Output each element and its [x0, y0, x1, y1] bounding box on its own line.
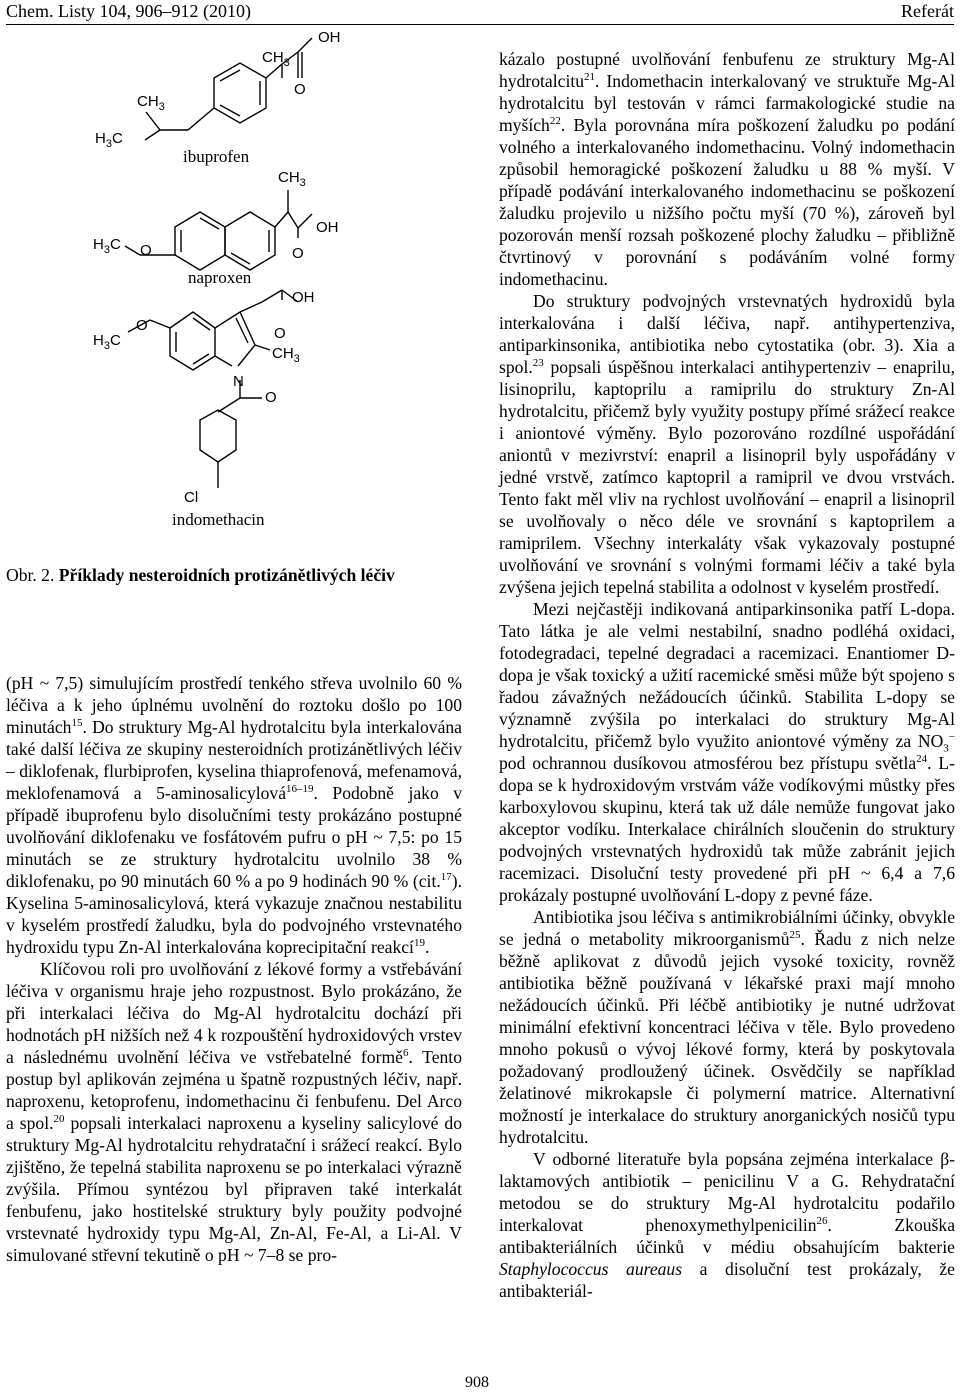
paragraph: Klíčovou roli pro uvolňování z lékové formy a vstřebávání léčiva v organismu hraje jeho rozpustnost. Bylo prokázáno, že při interkalaci léčiva do Mg-Al hydrotalcitu dochází při hodnotách pH nižších než 4 k rozpouštění hydroxidových vrstev a následnému uvolnění léčiva ve vstřebatelné formě$^6$. Tento postup byl aplikován zejména u špatně rozpustných léčiv, např. naproxenu, ketoprofenu, indomethacinu či fenbufenu. Del Arco a spol.$^{20}$ popsali interkalaci naproxenu a kyseliny salicylové do struktury Mg-Al hydrotalcitu rehydratační i srážecí reakcí. Bylo zjištěno, že tepelná stabilita naproxenu se po interkalaci výrazně zvýšila. Přímou syntézou byl připraven také interkalát fenbufenu, jako hostitelské struktury byly použity podvojné vrstevnaté hydroxidy typu Mg-Al, Zn-Al, Fe-Al, a Li-Al. V simulované střevní tekutině o pH ~ 7–8 se pro-	[6, 959, 462, 1265]
bond	[262, 290, 282, 302]
oh-label: OH	[292, 289, 315, 306]
ibuprofen-label: ibuprofen	[183, 147, 250, 166]
bond	[125, 246, 140, 255]
running-header	[6, 0, 954, 25]
naproxen-label: naproxen	[188, 268, 252, 287]
paragraph: Antibiotika jsou léčiva s antimikrobiálními účinky, obvykle se jedná o metabolity mikroorganismů$^{25}$. Řadu z nich nelze běžně aplikovat z důvodů jejich vysoké toxicity, rovněž antibiotika běžně používaná v lékařské praxi mají mnoho nežádoucích účinků. Při léčbě antibiotiky je nutné udržovat minimální efektivní koncentraci léčiva v těle. Bylo provedeno mnoho pokusů o vývoj lékové formy, která by poskytovala požadovaný prodloužený účinek. Osvědčily se například želatinové mikrokapsle či polymerní matrice. Alternativní možností je interkalace do struktury anorganických nosičů typu hydrotalcitu.	[499, 907, 955, 1147]
o-label: O	[294, 81, 306, 98]
bond	[266, 64, 282, 78]
h3c-label: $H_3C$	[93, 332, 121, 352]
ring-double-bond	[220, 70, 240, 81]
citation: 15	[71, 717, 83, 730]
bond	[298, 38, 312, 52]
citation: 21	[584, 71, 596, 84]
o-label: O	[274, 325, 286, 342]
citation: 17	[440, 871, 452, 884]
bond	[215, 356, 232, 366]
indomethacin-label: indomethacin	[172, 510, 265, 529]
o-label: O	[292, 245, 304, 262]
n-label: N	[233, 373, 244, 390]
bond	[188, 108, 214, 130]
citation: 25	[789, 929, 801, 942]
h3c-label: $H_3C$	[95, 130, 123, 150]
ch3-label: $CH_3$	[278, 169, 306, 189]
o-label: O	[140, 242, 152, 259]
bond	[275, 212, 288, 227]
cl-label: Cl	[184, 489, 199, 506]
bond	[240, 312, 255, 345]
bond	[218, 398, 240, 412]
citation: 24	[916, 753, 928, 766]
subscript: 3	[943, 742, 949, 755]
bond	[146, 112, 160, 130]
oh-label: OH	[318, 30, 341, 46]
figure-caption	[6, 565, 395, 586]
oh-label: OH	[316, 219, 339, 236]
citation: 19	[413, 937, 425, 950]
chlorobenzene-ring	[200, 410, 236, 462]
o-label: O	[136, 317, 148, 334]
naproxen-structure	[125, 190, 312, 270]
citation: 26	[816, 1215, 828, 1228]
citation: 20	[53, 1113, 65, 1126]
ch3-label: $CH_3$	[137, 93, 165, 113]
bond	[288, 212, 298, 228]
naproxen-atom-labels	[93, 169, 339, 287]
citation: 22	[549, 115, 561, 128]
citation: 16–19	[286, 783, 314, 796]
caption-prefix: Obr. 2.	[6, 565, 55, 585]
ch3-label: $CH_3$	[262, 49, 290, 69]
ring-double-bond	[193, 318, 210, 330]
ring-double-bond	[220, 105, 240, 116]
naproxen-ring-left	[175, 212, 225, 270]
right-column	[499, 48, 955, 1302]
naproxen-ring-right	[225, 212, 275, 270]
ring-double-bond	[193, 354, 209, 364]
bond	[298, 214, 312, 228]
indole-benzene-ring	[170, 312, 215, 370]
ether-bond	[150, 320, 170, 328]
ring-double-bond	[231, 253, 250, 264]
paragraph: V odborné literatuře byla popsána zejména interkalace β-laktamových antibiotik – penicilinu V a G. Rehydratační metodou se do struktury Mg-Al hydrotalcitu podařilo interkalovat phenoxymethylpenicilin$^{26}$. Zkouška antibakteriálních účinků v médiu obsahujícím bakterie Staphylococcus aureaus a disoluční test prokázaly, že antibakteriál-	[499, 1149, 955, 1301]
ibuprofen-atom-labels	[95, 30, 341, 166]
o-label: O	[265, 389, 277, 406]
superscript: −	[948, 731, 955, 744]
citation: 23	[532, 357, 544, 370]
h3c-label: $H_3C$	[93, 236, 121, 256]
paragraph: (pH ~ 7,5) simulujícím prostředí tenkého střeva uvolnilo 60 % léčiva a k jeho úplnému uvolnění do roztoku došlo po 100 minutách$^{15}$. Do struktury Mg-Al hydrotalcitu byla interkalována také další léčiva ze skupiny nesteroidních protizánětlivých léčiv – diklofenak, flurbiprofen, kyselina thiaprofenová, mefenamová, meklofenamová a 5-aminosalicylová$^{16-19}$. Podobně jako v případě ibuprofenu bylo disolučními testy prokázáno postupné uvolňování diklofenaku ve fosfátovém pufru o pH ~ 7,5: po 15 minutách se ze struktury hydrotalcitu uvolnilo 38 % diklofenaku, po 90 minutách 60 % a po 9 hodinách 90 % (cit.$^{17}$). Kyselina 5-aminosalicylová, která vykazuje značnou nestabilitu v kyselém prostředí žaludku, byla do podvojného vrstevnatého hydroxidu typu Zn-Al interkalována koprecipitační reakcí$^{19}$.	[6, 673, 463, 957]
double-bond	[236, 318, 248, 343]
paragraph: Mezi nejčastěji indikovaná antiparkinsonika patří L-dopa. Tato látka je ale velmi nestabilní, snadno podléhá oxidaci, fotodegradaci, tepelné degradaci a racemizaci. Enantiomer D-dopa je však toxický a užití racemické směsi může být spojeno s řadou závažných nežádoucích účinků. Stabilita L-dopy se významně zvýšila po interkalaci do struktury Mg-Al hydrotalcitu, přičemž bylo využito aniontové výměny za $NO_3^-$ pod ochrannou dusíkovou atmosférou bez přístupu světla$^{24}$. L-dopa se k hydroxidovým vrstvám váže vodíkovými můstky přes karboxylovou skupinu, která tak už dále nemůže fungovat jako akceptor vodíku. Interkalace chirálních sloučenin do struktury podvojných vrstevnatých hydroxidů tak může zabránit jejich racemizaci. Disoluční testy provedené při pH ~ 6,4 a 7,6 prokázaly postupné uvolňování L-dopy z pevné fáze.	[499, 599, 955, 905]
ch3-label: $CH_3$	[272, 345, 300, 365]
caption-text: Příklady nesteroidních protizánětlivých léčiv	[58, 565, 395, 585]
section-name: Referát	[901, 1, 954, 21]
page-number: 908	[465, 1374, 489, 1391]
bond	[240, 302, 262, 312]
species-name: Staphylococcus aureaus	[499, 1259, 683, 1279]
bond	[145, 130, 160, 140]
paragraph: kázalo postupné uvolňování fenbufenu ze struktury Mg-Al hydrotalcitu$^{21}$. Indomethacin interkalovaný ve struktuře Mg-Al hydrotalcitu byl testován v rámci farmakologické studie na myších$^{22}$. Byla porovnána míra poškození žaludku po podání volného a interkalovaného indomethacinu. Volný indomethacin způsobil hemoragické poškození žaludku u 88 % myší. V případě podávání interkalovaného indomethacinu se poškození žaludku projevilo u nižšího počtu myší (70 %), zároveň byl pozorován menší rozsah poškozené plochy žaludku – přibližně čtvrtinový v porovnání s podáváním volné formy indomethacinu.	[499, 49, 955, 289]
left-column	[6, 672, 462, 1266]
bond	[238, 345, 255, 366]
journal-citation: Chem. Listy 104, 906–912 (2010)	[6, 1, 251, 21]
ring-double-bond	[200, 218, 219, 229]
paragraph: Do struktury podvojných vrstevnatých hydroxidů byla interkalována i další léčiva, např. antihypertenziva, antiparkinsonika, antibiotika nebo cytostatika (obr. 3). Xia a spol.$^{23}$ popsali úspěšnou interkalaci antihypertenziv – enaprilu, lisinoprilu, kaptoprilu a ramiprilu do struktury Zn-Al hydrotalcitu, přičemž byly využity postupy přímé srážecí reakce i aniontové výměny. Bylo pozorováno rozdílné uspořádání aniontů v mezivrství: enapril a lisinopril byly uspořádány v jedné vrstvě, zatímco kaptopril a ramipril ve dvou vrstvách. Tento fakt měl vliv na rychlost uvolňování – enapril a lisinopril se uvolňovaly o něco déle ve srovnání s kaptoprilem a ramiprilem. Všechny interkaláty však vykazovaly postupné uvolňování ve srovnání s volnými formami léčiv a také byla zvýšena jejich tepelná stabilita a odolnost v kyselém prostředí.	[499, 291, 955, 597]
ibuprofen-ring	[214, 63, 266, 123]
citation: 6	[402, 1047, 409, 1060]
chemical-structures-figure	[80, 30, 410, 530]
ibuprofen-structure	[145, 38, 312, 140]
methyl-bond	[255, 345, 270, 350]
